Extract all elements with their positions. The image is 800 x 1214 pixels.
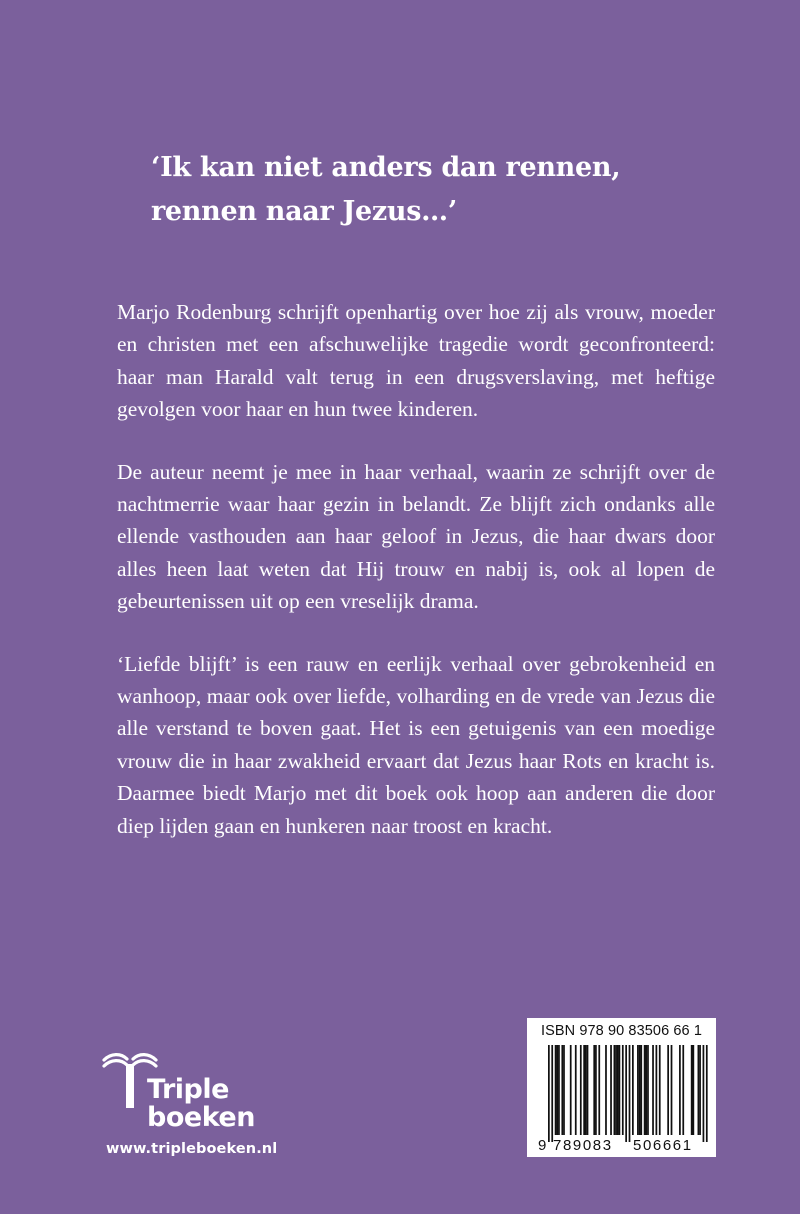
- barcode-bar-15: [598, 1045, 600, 1135]
- barcode-bar-10: [583, 1045, 585, 1135]
- isbn-digits-right: 506661: [633, 1137, 693, 1154]
- publisher-name-line-1: Triple: [147, 1074, 229, 1105]
- blurb-paragraph-2: De auteur neemt je mee in haar verhaal, waarin ze schrijft over de nachtmerrie waar haar gezin in belandt. Ze blijft zich ondanks alle ellende vasthouden aan haar geloof in Jezus, die haar dwars door alles heen laat weten dat Hij trouw en nabij is, ook al lopen de gebeurtenissen uit op een vreselijk drama.: [117, 459, 715, 614]
- barcode-bar-18: [614, 1045, 616, 1135]
- barcode-bar-39: [691, 1045, 693, 1135]
- barcode-bar-27: [639, 1045, 641, 1135]
- barcode-bar-41: [698, 1045, 700, 1135]
- barcode-bar-3: [556, 1045, 558, 1135]
- barcode-bar-19: [615, 1045, 617, 1135]
- barcode-bar-7: [570, 1045, 572, 1135]
- barcode-bar-5: [561, 1045, 563, 1135]
- barcode-bar-11: [585, 1045, 587, 1135]
- barcode-bar-38: [682, 1045, 684, 1135]
- isbn-digit-first: 9: [538, 1137, 548, 1154]
- headline-line-2: rennen naar Jezus…’: [151, 196, 457, 227]
- barcode-bar-4: [558, 1045, 560, 1135]
- barcode-bar-36: [671, 1045, 673, 1135]
- barcode-bar-14: [595, 1045, 597, 1135]
- barcode-bar-44: [706, 1045, 708, 1142]
- barcode-bar-29: [644, 1045, 646, 1135]
- barcode-bar-8: [575, 1045, 577, 1135]
- blurb-text: [117, 296, 715, 842]
- barcode-bar-22: [622, 1045, 624, 1135]
- barcode-bar-42: [699, 1045, 701, 1135]
- barcode-bar-28: [640, 1045, 642, 1135]
- barcode-bar-37: [679, 1045, 681, 1135]
- barcode-bar-35: [667, 1045, 669, 1135]
- publisher-name-line-2: boeken: [147, 1102, 255, 1133]
- barcode-bar-2: [555, 1045, 557, 1135]
- barcode-bar-16: [605, 1045, 607, 1135]
- barcode-bar-23: [625, 1045, 627, 1142]
- barcode-bar-24: [629, 1045, 631, 1142]
- barcode-bar-0: [548, 1045, 550, 1142]
- publisher-website: www.tripleboeken.nl: [106, 1141, 278, 1157]
- barcode-bar-33: [656, 1045, 658, 1135]
- barcode-bar-32: [652, 1045, 654, 1135]
- blurb-paragraph-3: ‘Liefde blijft’ is een rauw en eerlijk verhaal over gebrokenheid en wanhoop, maar ook over liefde, volharding en de vrede van Jezus die alle verstand te boven gaat. Het is een getuigenis van een moedige vrouw die in haar zwakheid ervaart dat Jezus haar Rots en kracht is. Daarmee biedt Marjo met dit boek ook hoop aan anderen die door diep lijden gaan en hunkeren naar troost en kracht.: [117, 651, 715, 838]
- cover-headline-quote: [151, 146, 711, 234]
- barcode-bar-43: [703, 1045, 705, 1142]
- barcode-bar-17: [610, 1045, 612, 1135]
- barcode-bar-40: [692, 1045, 694, 1135]
- barcode-bar-13: [593, 1045, 595, 1135]
- publisher-logo: [101, 1050, 281, 1160]
- barcode-bar-12: [587, 1045, 589, 1135]
- barcode-bar-26: [637, 1045, 639, 1135]
- barcode-bar-30: [645, 1045, 647, 1135]
- barcode-bar-21: [619, 1045, 621, 1135]
- barcode-bar-25: [632, 1045, 634, 1135]
- headline-line-1: ‘Ik kan niet anders dan rennen,: [151, 152, 621, 183]
- barcode-bar-31: [647, 1045, 649, 1135]
- isbn-digits-left: 789083: [553, 1137, 613, 1154]
- isbn-digits: [527, 1137, 716, 1155]
- barcode-bar-9: [580, 1045, 582, 1135]
- isbn-label: ISBN 978 90 83506 66 1: [540, 1023, 703, 1039]
- barcode-bar-20: [617, 1045, 619, 1135]
- barcode-bar-34: [659, 1045, 661, 1135]
- barcode-bar-1: [551, 1045, 553, 1142]
- isbn-barcode: [527, 1018, 716, 1157]
- blurb-paragraph-1: Marjo Rodenburg schrijft openhartig over hoe zij als vrouw, moeder en christen met een afschuwelijke tragedie wordt geconfronteerd: haar man Harald valt terug in een drugsverslaving, met heftige gevolgen voor haar en hun twee kinderen.: [117, 300, 715, 422]
- barcode-bar-6: [563, 1045, 565, 1135]
